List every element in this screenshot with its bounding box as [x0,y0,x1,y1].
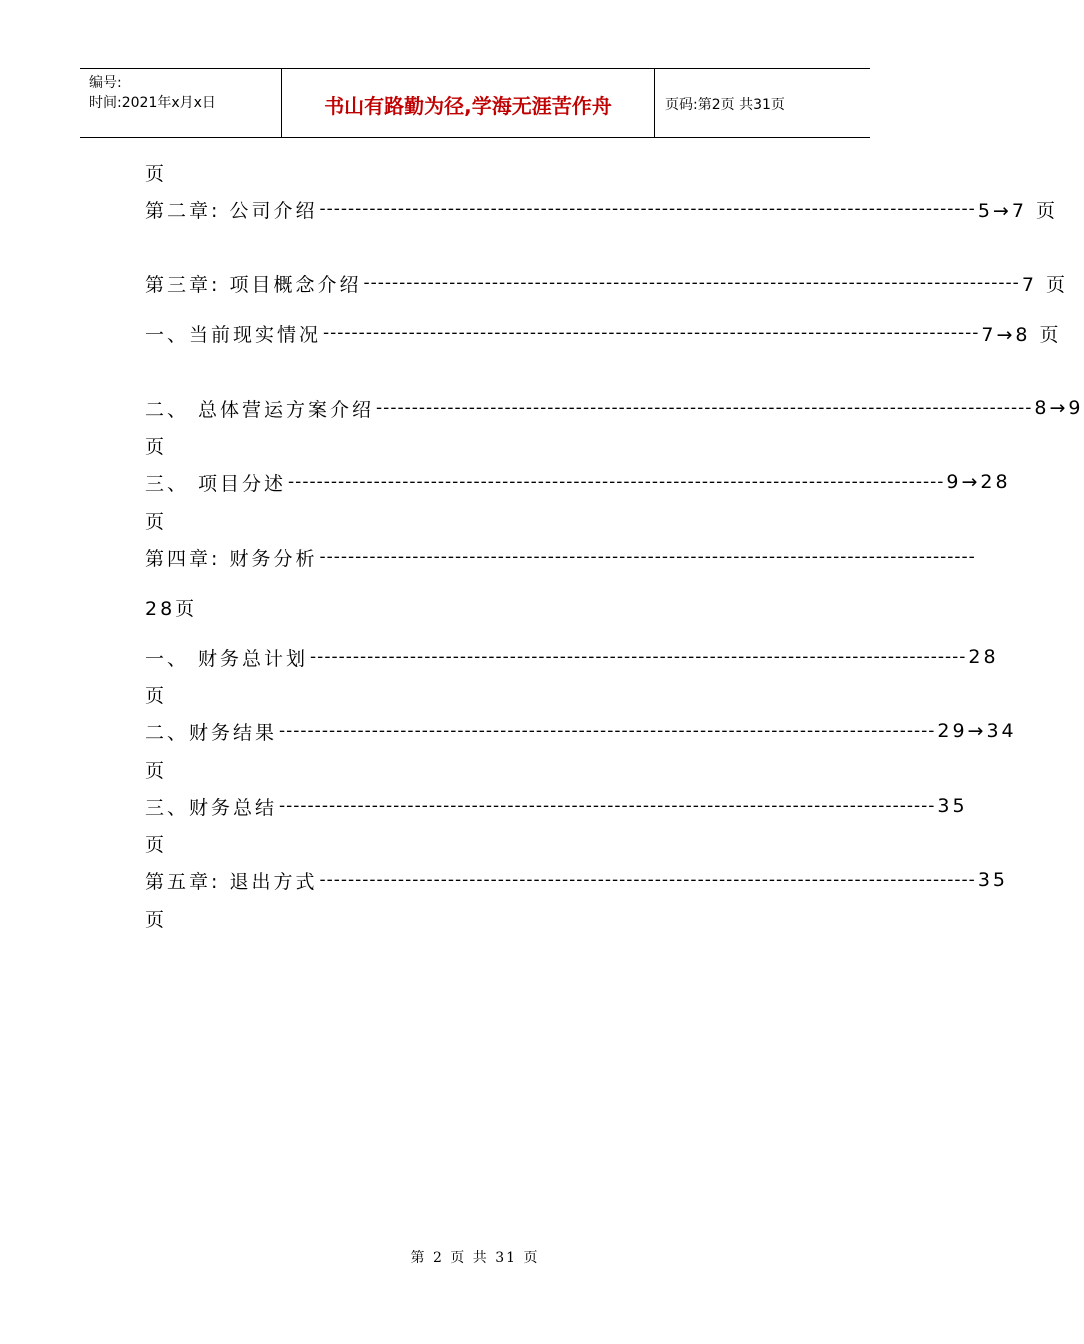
toc-leader-dots: -------------------------------------------------------------------------------------------- [376,398,1033,418]
toc-continuation: 页 [145,760,168,782]
toc-leader-dots: -------------------------------------------------------------------------------------------- [323,323,980,343]
toc-continuation: 页 [145,436,168,458]
toc-entry-title: 第五章: 退出方式 [145,870,318,893]
header-page-info: 页码:第2页 共31页 [665,97,785,113]
toc-entry-title: 第四章: 财务分析 [145,547,318,570]
toc-entry-title: 第三章: 项目概念介绍 [145,273,362,296]
toc-entry-title: 一、 财务总计划 [145,647,309,670]
toc-entry-operation-plan[interactable] [145,395,1084,421]
toc-leader-dots: -------------------------------------------------------------------------------------------- [310,647,967,667]
toc-entry-title: 二、财务结果 [145,721,278,744]
toc-continuation: 28页 [145,598,198,620]
toc-entry-page: 28 [968,646,999,668]
toc-leader-dots: -------------------------------------------------------------------------------------------- [288,472,945,492]
header-center-cell [281,69,655,137]
number-label: 编号: [89,75,122,91]
toc-continuation: 页 [145,909,168,931]
toc-entry-page: 8→9 [1034,397,1084,419]
toc-leader-dots: -------------------------------------------------------------------------------------------- [279,796,936,816]
toc-continuation: 页 [145,511,168,533]
toc-entry-chapter4[interactable] [145,544,976,570]
toc-entry-chapter3[interactable] [145,270,1068,296]
toc-entry-title: 一、当前现实情况 [145,323,322,346]
toc-entry-page: 5→7 页 [977,199,1058,222]
toc-continuation: 页 [145,685,168,707]
toc-entry-chapter2[interactable] [145,196,1058,222]
toc-continuation: 页 [145,163,168,185]
toc-continuation: 页 [145,834,168,856]
toc-leader-dots: -------------------------------------------------------------------------------------------- [319,199,976,219]
toc-leader-dots: -------------------------------------------------------------------------------------------- [319,870,976,890]
toc-entry-project-overview[interactable] [145,469,1011,495]
header-right-cell [655,69,870,137]
toc-leader-dots: -------------------------------------------------------------------------------------------- [363,273,1020,293]
toc-entry-title: 三、财务总结 [145,796,278,819]
toc-entry-financial-results[interactable] [145,718,1017,744]
page-footer: 第 2 页 共 31 页 [410,1250,540,1266]
toc-entry-chapter5[interactable] [145,867,1008,893]
header-left-cell [80,69,281,137]
toc-entry-financial-plan[interactable] [145,644,999,670]
date-label: 时间:2021年x月x日 [89,95,216,111]
toc-entry-title: 第二章: 公司介绍 [145,199,318,222]
toc-entry-page: 35 [937,795,968,817]
toc-entry-title: 二、 总体营运方案介绍 [145,398,375,421]
toc-leader-dots: -------------------------------------------------------------------------------------------- [279,721,936,741]
toc-entry-page: 29→34 [937,720,1017,742]
toc-entry-current-situation[interactable] [145,320,1062,346]
toc-entry-financial-summary[interactable] [145,793,968,819]
page-header [80,68,870,138]
toc-entry-page: 7→8 页 [981,323,1062,346]
toc-entry-title: 三、 项目分述 [145,472,287,495]
toc-leader-dots: -------------------------------------------------------------------------------------------- [319,547,976,567]
toc-entry-page: 9→28 [946,471,1011,493]
toc-entry-page: 35 [977,869,1008,891]
motto-text: 书山有路勤为径,学海无涯苦作舟 [324,94,612,118]
toc-entry-page: 7 页 [1021,273,1068,296]
